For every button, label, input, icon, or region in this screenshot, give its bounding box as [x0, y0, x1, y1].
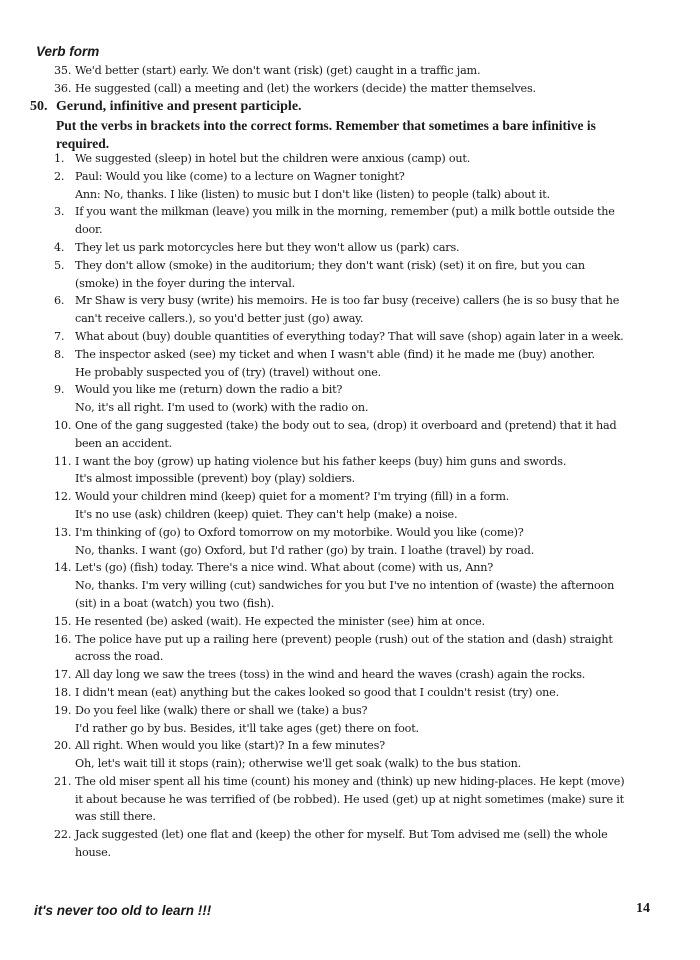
item-number: 13.	[54, 525, 72, 539]
item-line: door.	[75, 223, 103, 237]
item-number: 11.	[54, 454, 72, 468]
item-text	[75, 328, 674, 346]
exercise-number: 50.	[30, 99, 48, 114]
item-number: 7.	[54, 329, 65, 343]
section-heading: Verb form	[36, 44, 100, 59]
exercise-heading	[30, 98, 670, 116]
exercise-item	[54, 292, 674, 328]
item-text	[75, 80, 674, 98]
exercise-item	[54, 702, 674, 738]
item-text	[75, 203, 674, 239]
exercise-item	[54, 826, 674, 862]
exercise-item-list	[54, 150, 674, 862]
item-line: All right. When would you like (start)? In a few minutes?	[75, 739, 385, 753]
item-number: 3.	[54, 205, 65, 219]
item-number: 19.	[54, 703, 72, 717]
item-text	[75, 773, 674, 826]
item-line: It's almost impossible (prevent) boy (play) soldiers.	[75, 472, 356, 486]
item-text	[75, 559, 674, 612]
item-number: 4.	[54, 240, 65, 254]
item-number: 9.	[54, 383, 65, 397]
item-line: (smoke) in the foyer during the interval.	[75, 276, 295, 290]
continued-exercise-list	[54, 62, 674, 98]
item-line: it about because he was terrified of (be robbed). He used (get) up at night sometimes (make) sure it	[75, 792, 624, 806]
item-number: 35.	[54, 64, 72, 77]
item-number: 15.	[54, 614, 72, 628]
item-line: The old miser spent all his time (count) his money and (think) up new hiding-places. He kept (move)	[75, 774, 625, 788]
item-line: (sit) in a boat (watch) you two (fish).	[75, 596, 275, 610]
item-line: I'd rather go by bus. Besides, it'll take ages (get) there on foot.	[75, 721, 419, 735]
item-line: If you want the milkman (leave) you milk in the morning, remember (put) a milk bottle outside the	[75, 205, 615, 219]
exercise-item	[54, 80, 674, 98]
item-line: He suggested (call) a meeting and (let) the workers (decide) the matter themselves.	[75, 81, 536, 95]
item-line: house.	[75, 846, 111, 860]
exercise-instruction	[56, 117, 656, 153]
item-line: can't receive callers.), so you'd better just (go) away.	[75, 312, 364, 326]
item-line: One of the gang suggested (take) the body out to sea, (drop) it overboard and (pretend) that it had	[75, 418, 617, 432]
item-line: It's no use (ask) children (keep) quiet. They can't help (make) a noise.	[75, 507, 458, 521]
item-number: 8.	[54, 347, 65, 361]
exercise-item	[54, 524, 674, 560]
item-line: Would you like me (return) down the radio a bit?	[75, 383, 343, 397]
item-number: 5.	[54, 258, 65, 272]
exercise-item	[54, 453, 674, 489]
exercise-item	[54, 684, 674, 702]
item-number: 36.	[54, 81, 72, 95]
exercise-item	[54, 417, 674, 453]
item-number: 21.	[54, 774, 72, 788]
item-line: Ann: No, thanks. I like (listen) to music but I don't like (listen) to people (talk) about it.	[75, 187, 550, 201]
item-text	[75, 826, 674, 862]
item-text	[75, 666, 674, 684]
item-line: They let us park motorcycles here but they won't allow us (park) cars.	[75, 240, 460, 254]
item-line: No, thanks. I want (go) Oxford, but I'd rather (go) by train. I loathe (travel) by road.	[75, 543, 535, 557]
item-number: 17.	[54, 668, 72, 682]
exercise-item	[54, 328, 674, 346]
item-text	[75, 702, 674, 738]
item-number: 22.	[54, 828, 72, 842]
item-line: The inspector asked (see) my ticket and when I wasn't able (find) it he made me (buy) another.	[75, 347, 595, 361]
item-line: They don't allow (smoke) in the auditorium; they don't want (risk) (set) it on fire, but you can	[75, 258, 585, 272]
item-line: I didn't mean (eat) anything but the cakes looked so good that I couldn't resist (try) one.	[75, 685, 559, 699]
item-line: I want the boy (grow) up hating violence but his father keeps (buy) him guns and swords.	[75, 454, 567, 468]
item-line: I'm thinking of (go) to Oxford tomorrow on my motorbike. Would you like (come)?	[75, 525, 524, 539]
exercise-title: Gerund, infinitive and present participle.	[56, 99, 302, 114]
item-text	[75, 150, 674, 168]
item-number: 1.	[54, 152, 65, 165]
item-text	[75, 631, 674, 667]
item-text	[75, 292, 674, 328]
exercise-item	[54, 257, 674, 293]
exercise-item	[54, 559, 674, 612]
exercise-item	[54, 346, 674, 382]
item-line: Paul: Would you like (come) to a lecture on Wagner tonight?	[75, 169, 405, 183]
item-number: 10.	[54, 418, 72, 432]
exercise-item	[54, 62, 674, 80]
exercise-item	[54, 203, 674, 239]
item-number: 16.	[54, 632, 72, 646]
item-number: 12.	[54, 490, 72, 504]
item-line: Let's (go) (fish) today. There's a nice wind. What about (come) with us, Ann?	[75, 561, 494, 575]
item-text	[75, 257, 674, 293]
item-line: Jack suggested (let) one flat and (keep) the other for myself. But Tom advised me (sell) the whole	[75, 828, 608, 842]
exercise-item	[54, 613, 674, 631]
item-number: 14.	[54, 561, 72, 575]
item-number: 2.	[54, 169, 65, 183]
exercise-item	[54, 168, 674, 204]
item-number: 20.	[54, 739, 72, 753]
exercise-item	[54, 773, 674, 826]
exercise-item	[54, 488, 674, 524]
item-number: 18.	[54, 685, 72, 699]
item-text	[75, 239, 674, 257]
item-line: Mr Shaw is very busy (write) his memoirs. He is too far busy (receive) callers (he is so busy that he	[75, 294, 620, 308]
footer-motto: it's never too old to learn !!!	[34, 903, 212, 918]
item-line: Would your children mind (keep) quiet for a moment? I'm trying (fill) in a form.	[75, 490, 510, 504]
item-line: We suggested (sleep) in hotel but the children were anxious (camp) out.	[75, 152, 471, 165]
item-text	[75, 737, 674, 773]
item-text	[75, 524, 674, 560]
item-number: 6.	[54, 294, 65, 308]
item-text	[75, 417, 674, 453]
exercise-item	[54, 239, 674, 257]
item-line: been an accident.	[75, 436, 173, 450]
exercise-item	[54, 737, 674, 773]
item-text	[75, 613, 674, 631]
item-line: Do you feel like (walk) there or shall we (take) a bus?	[75, 703, 368, 717]
item-line: He probably suspected you of (try) (travel) without one.	[75, 365, 381, 379]
item-text	[75, 453, 674, 489]
item-text	[75, 488, 674, 524]
item-line: We'd better (start) early. We don't want (risk) (get) caught in a traffic jam.	[75, 64, 481, 77]
item-text	[75, 346, 674, 382]
item-line: The police have put up a railing here (prevent) people (rush) out of the station and (dash) straight	[75, 632, 613, 646]
exercise-item	[54, 631, 674, 667]
item-line: Oh, let's wait till it stops (rain); otherwise we'll get soak (walk) to the bus station.	[75, 757, 522, 771]
exercise-item	[54, 666, 674, 684]
page-number: 14	[636, 901, 650, 916]
exercise-item	[54, 150, 674, 168]
item-line: What about (buy) double quantities of everything today? That will save (shop) again later in a week.	[75, 329, 624, 343]
item-line: No, it's all right. I'm used to (work) with the radio on.	[75, 401, 369, 415]
item-text	[75, 168, 674, 204]
exercise-item	[54, 381, 674, 417]
item-line: All day long we saw the trees (toss) in the wind and heard the waves (crash) again the rocks.	[75, 668, 586, 682]
instruction-line: required.	[56, 136, 110, 151]
item-line: was still there.	[75, 810, 156, 824]
item-text	[75, 62, 674, 80]
item-text	[75, 684, 674, 702]
instruction-line: Put the verbs in brackets into the correct forms. Remember that sometimes a bare infinitive is	[56, 118, 596, 133]
item-text	[75, 381, 674, 417]
item-line: No, thanks. I'm very willing (cut) sandwiches for you but I've no intention of (waste) the afternoon	[75, 579, 615, 593]
item-line: across the road.	[75, 650, 164, 664]
item-line: He resented (be) asked (wait). He expected the minister (see) him at once.	[75, 614, 485, 628]
